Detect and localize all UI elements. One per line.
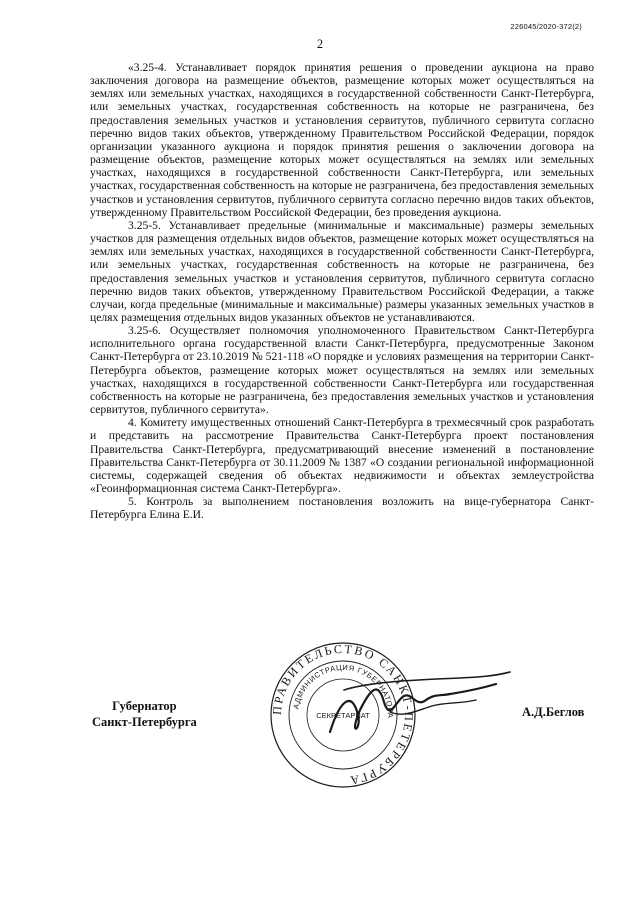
paragraph-4: 4. Комитету имущественных отношений Санкт-Петербурга в трехмесячный срок разработать и представить на рассмотрение Правительства Санкт-Петербурга проект постановления Правительства Санкт-Петербурга, предусматривающий внесение изменений в постановление Правительства Санкт-Петербурга от 30.11.2009 № 1387 «О создании региональной информационной системы, содержащей сведения об объектах недвижимости и объектах землеустройства «Геоинформационная система Санкт-Петербурга». xyxy=(90,416,594,495)
signatory-title xyxy=(92,698,197,730)
paragraph-3-25-4: «3.25-4. Устанавливает порядок принятия решения о проведении аукциона на право заключения договора на размещение объектов, размещение которых может осуществляться на землях или земельных участках, находящихся в государственной собственности Санкт-Петербурга, или земельных участках, государственная собственность на которые не разграничена, без предоставления земельных участков и установления сервитутов, публичного сервитута согласно перечню видов таких объектов, утвержденному Правительством Российской Федерации, порядок организации указанного аукциона и порядок принятия решения о заключении договора на размещение объектов, размещение которых может осуществляться на землях или земельных участках, находящихся в государственной собственности Санкт-Петербурга, или земельных участках, государственная собственность на которые не разграничена, без предоставления земельных участков и установления сервитутов, публичного сервитута согласно перечню видов таких объектов, утвержденному Правительством Российской Федерации, без проведения аукциона. xyxy=(90,61,594,219)
handwritten-signature xyxy=(300,660,540,750)
signatory-name: А.Д.Беглов xyxy=(522,705,585,719)
signatory-title-line1: Губернатор xyxy=(112,699,177,713)
page-number: 2 xyxy=(316,37,324,51)
paragraph-3-25-5: 3.25-5. Устанавливает предельные (минимальные и максимальные) размеры земельных участков для размещения отдельных видов объектов, размещение которых может осуществляться на землях или земельных участках, находящихся в государственной собственности Санкт-Петербурга, или земельных участках, государственная собственность на которые не разграничена, без предоставления земельных участков и установления сервитутов, публичного сервитута согласно перечню видов таких объектов, утвержденному Правительством Российской Федерации, а также случаи, когда предельные (минимальные и максимальные) размеры указанных земельных участков в целях размещения отдельных видов указанных объектов не устанавливаются. xyxy=(90,218,594,324)
paragraph-5: 5. Контроль за выполнением постановления возложить на вице-губернатора Санкт-Петербурга Елина Е.И. xyxy=(90,495,594,522)
signatory-title-line2: Санкт-Петербурга xyxy=(92,715,197,729)
seal-center-text: СЕКРЕТАРИАТ xyxy=(316,711,370,720)
seal-outer-text: ПРАВИТЕЛЬСТВО САНКТ-ПЕТЕРБУРГА xyxy=(269,641,417,788)
document-id: 226045/2020-372(2) xyxy=(510,22,582,31)
paragraph-3-25-6: 3.25-6. Осуществляет полномочия уполномоченного Правительством Санкт-Петербурга исполнительного органа государственной власти Санкт-Петербурга, предусмотренные Законом Санкт-Петербурга от 23.10.2019 № 521-118 «О порядке и условиях размещения на территории Санкт-Петербурга объектов, размещение которых может осуществляться на землях или земельных участках, находящихся в государственной собственности Санкт-Петербурга или государственная собственность на которые не разграничена, без предоставления земельных участков и установления сервитутов, публичного сервитута». xyxy=(90,324,594,417)
document-body xyxy=(90,61,594,521)
seal-inner-text: АДМИНИСТРАЦИЯ ГУБЕРНАТОРА xyxy=(291,662,396,719)
